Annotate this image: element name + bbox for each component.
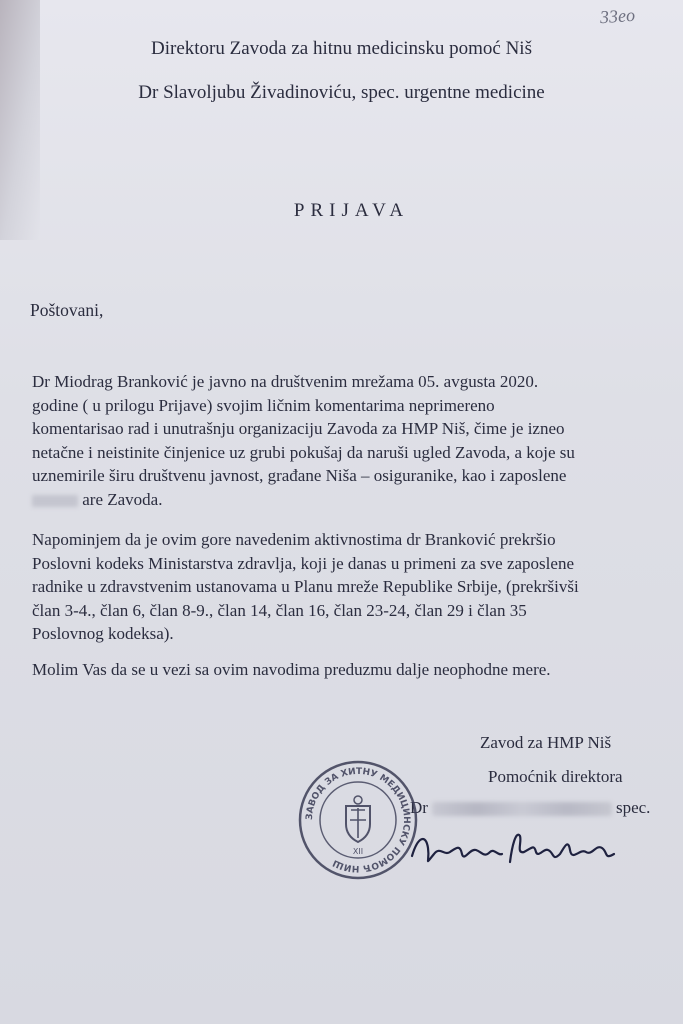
paragraph-2-line: Napominjem da je ovim gore navedenim aktivnostima dr Branković prekršio	[32, 530, 556, 549]
coat-of-arms-icon	[346, 796, 370, 856]
paragraph-2-line: član 3-4., član 6, član 8-9., član 14, član 16, član 23-24, član 29 i član 35	[32, 600, 527, 620]
paragraph-1-line: netačne i neistinite činjenice uz grubi pokušaj da naruši ugled Zavoda, a koje su	[32, 442, 575, 462]
closing-line: Molim Vas da se u vezi sa ovim navodima preduzmu dalje neophodne mere.	[32, 660, 551, 679]
addressee-line-1: Direktoru Zavoda za hitnu medicinsku pomoć Niš	[151, 38, 532, 59]
signature-institution: Zavod za HMP Niš	[480, 733, 612, 752]
redacted-text	[32, 495, 78, 507]
closing-paragraph	[32, 658, 662, 682]
paragraph-2-line: Poslovni kodeks Ministarstva zdravlja, koji je danas u primeni za sve zaposlene	[32, 553, 574, 573]
name-suffix: spec.	[615, 798, 651, 817]
paragraph-1-line: komentarisao rad i unutrašnju organizaciju Zavoda za HMP Niš, čime je izneo	[32, 419, 565, 438]
name-prefix: Dr	[410, 798, 428, 817]
paragraph-2-line: Poslovnog kodeksa).	[32, 624, 174, 643]
handwritten-signature	[404, 818, 624, 878]
addressee-line-2: Dr Slavoljubu Živadinoviću, spec. urgentne medicine	[138, 82, 545, 103]
signature-name-line	[410, 798, 650, 818]
redacted-name	[432, 802, 612, 816]
stamp-text: ЗАВОД ЗА ХИТНУ МЕДИЦИНСКУ ПОМОЋ НИШ	[304, 766, 412, 874]
paragraph-2-line: radnike u zdravstvenim ustanovama u Planu mreže Republike Srbije, (prekršivši	[32, 577, 579, 596]
svg-text:XII: XII	[352, 847, 364, 856]
paragraph-1-line-text: are Zavoda.	[82, 489, 163, 509]
signature-position: Pomoćnik direktora	[488, 767, 623, 786]
official-stamp	[296, 758, 420, 882]
paragraph-1	[32, 370, 662, 511]
paragraph-2	[32, 528, 662, 646]
paragraph-1-line: godine ( u prilogu Prijave) svojim ličnim komentarima neprimereno	[32, 395, 495, 415]
paragraph-1-line: Dr Miodrag Branković je javno na društvenim mrežama 05. avgusta 2020.	[32, 372, 539, 391]
paragraph-1-line-last	[32, 488, 662, 512]
paragraph-1-line: uznemirile širu društvenu javnost, građane Niša – osiguranike, kao i zaposlene	[32, 466, 567, 485]
handwritten-corner-note: 33eo	[599, 4, 636, 28]
document-title: PRIJAVA	[293, 200, 410, 221]
salutation: Poštovani,	[30, 300, 104, 320]
